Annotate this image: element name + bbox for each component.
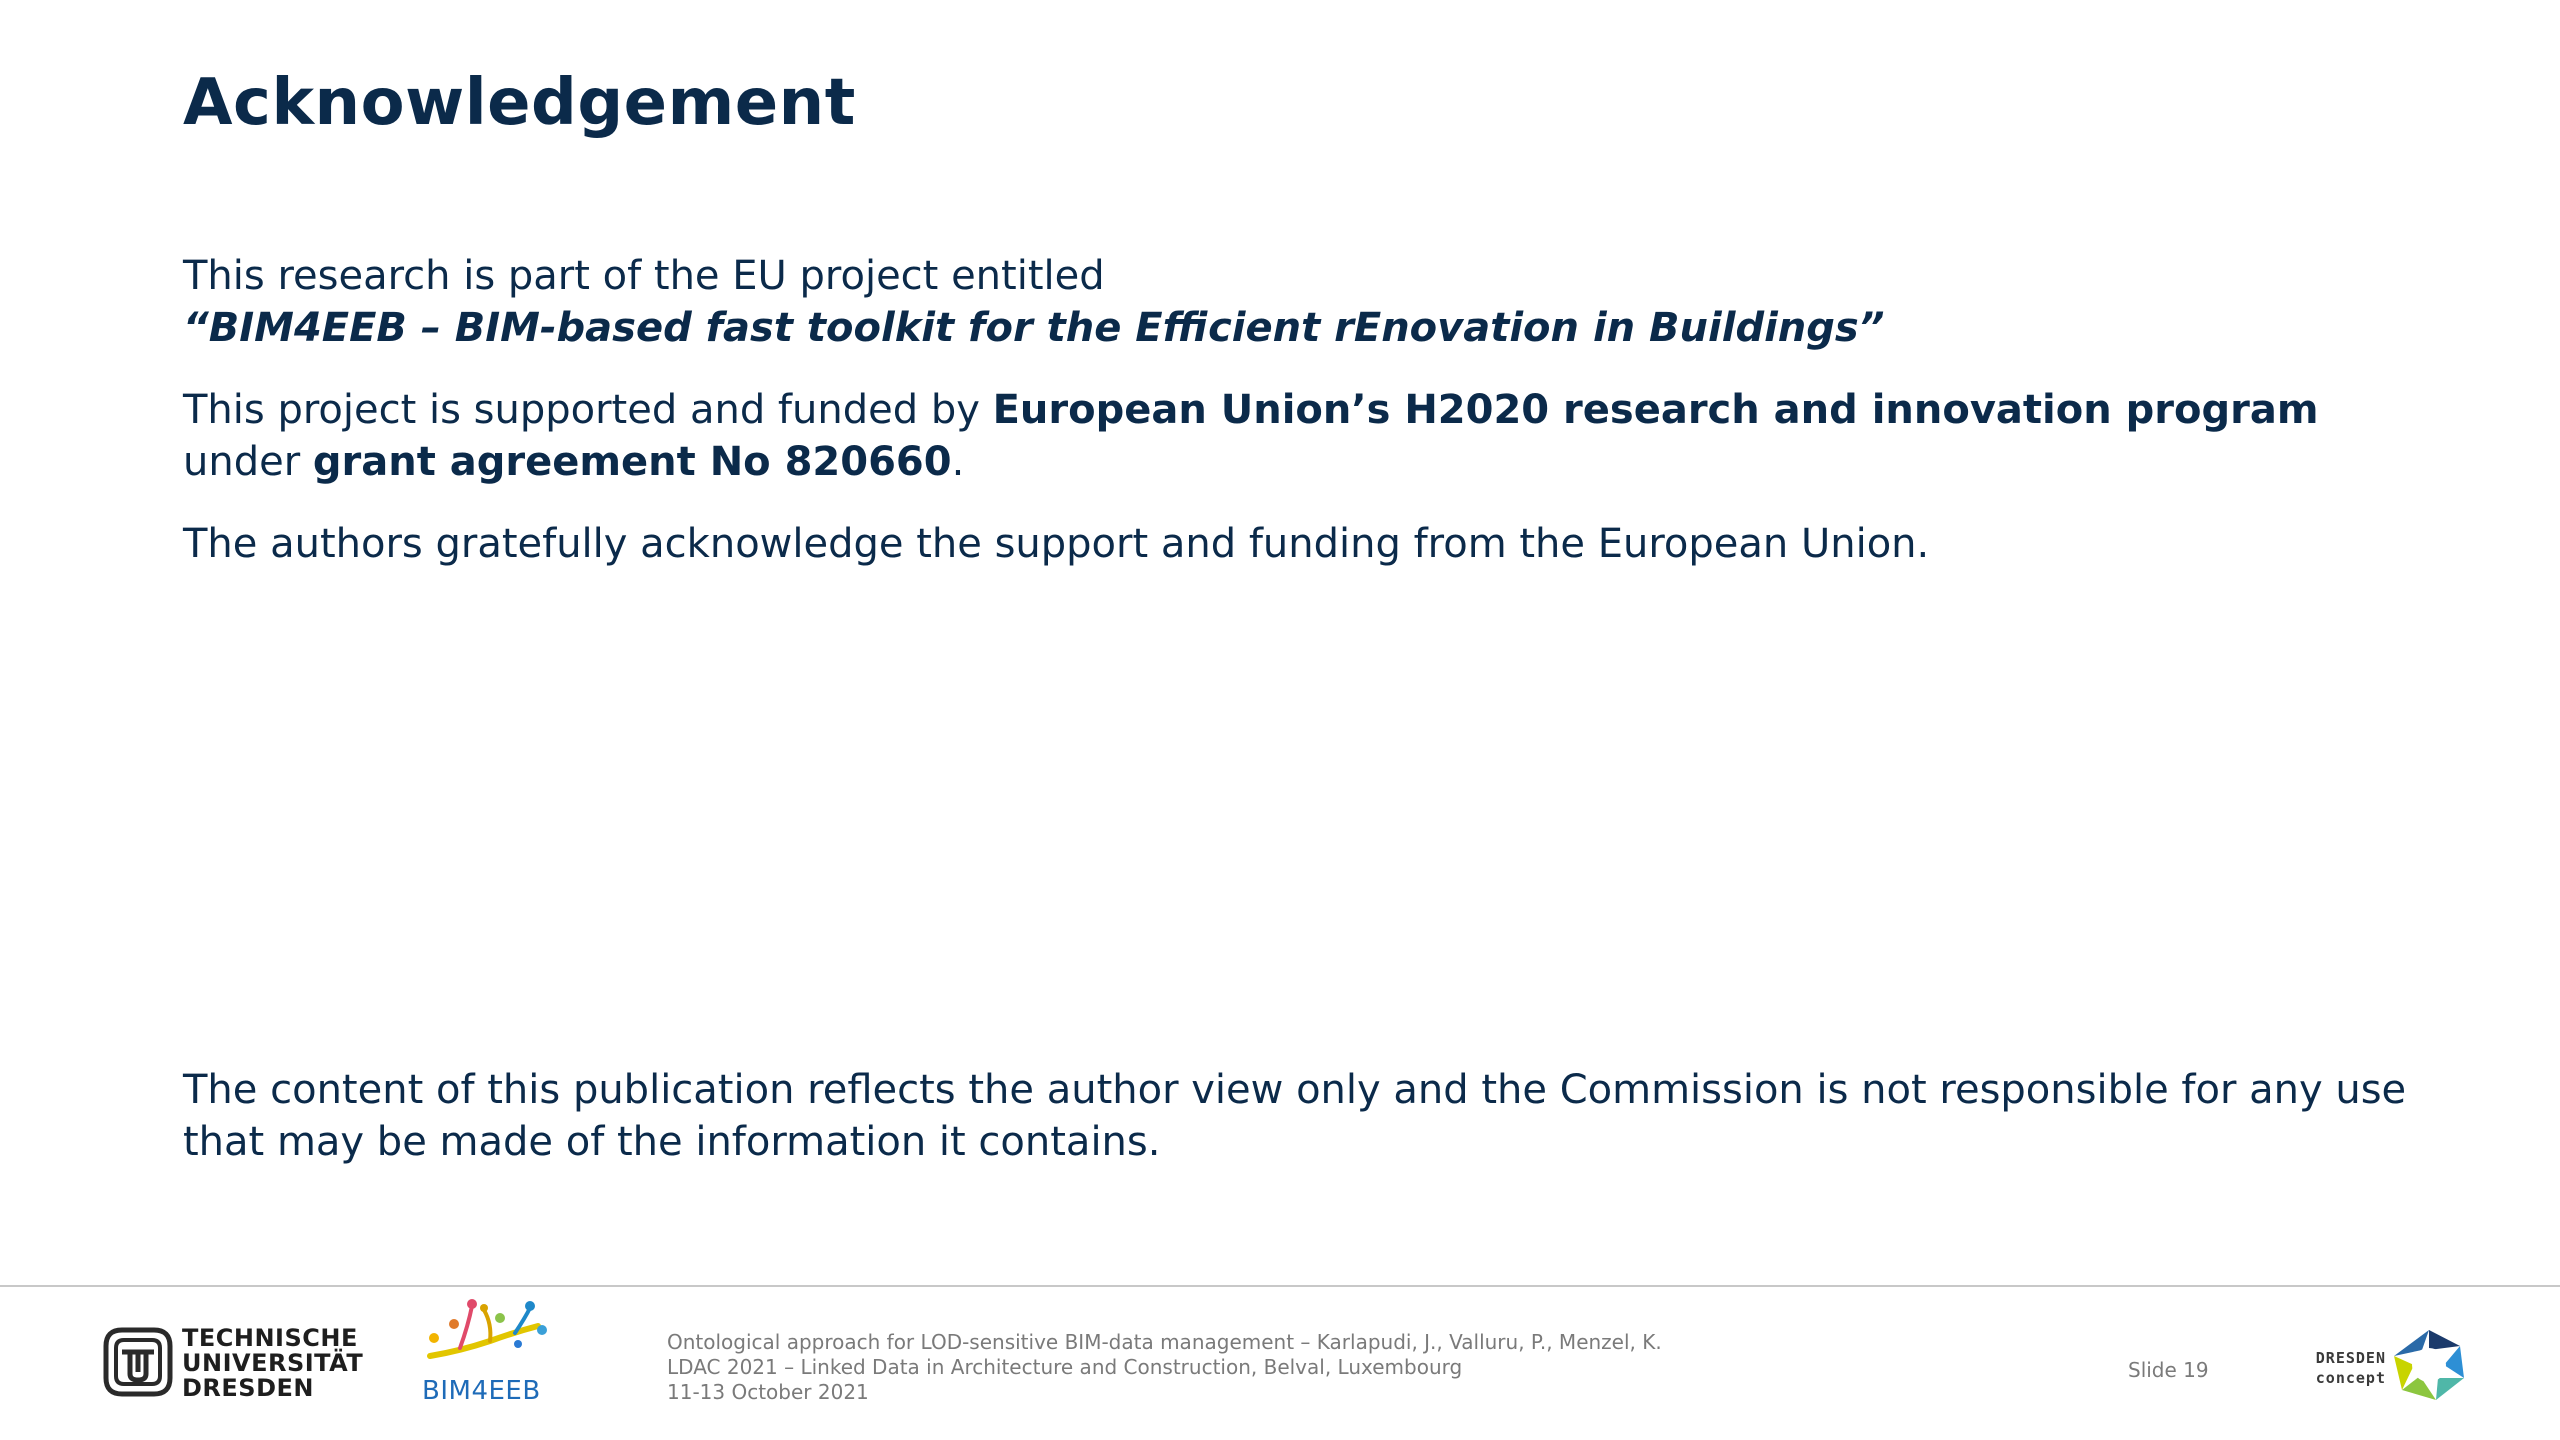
dresden-concept-logo	[2298, 1326, 2468, 1406]
disclaimer-paragraph: The content of this publication reflects the author view only and the Commission is not responsible for any use that may be made of the information it contains.	[183, 1067, 2407, 1165]
footer-line-3: 11-13 October 2021	[667, 1380, 869, 1404]
thanks-paragraph: The authors gratefully acknowledge the support and funding from the European Union.	[183, 521, 1930, 567]
slide-title: Acknowledgement	[183, 66, 856, 140]
project-name: “BIM4EEB – BIM-based fast toolkit for the Efficient rEnovation in Buildings”	[183, 305, 1885, 351]
grant-agreement: grant agreement No 820660	[312, 439, 952, 485]
tud-line-2: UNIVERSITÄT	[182, 1349, 364, 1377]
footer-line-1: Ontological approach for LOD-sensitive BIM-data management – Karlapudi, J., Valluru, P., Menzel, K.	[667, 1330, 1662, 1354]
dresden-line-2: concept	[2315, 1369, 2386, 1387]
dresden-concept-wordmark	[2298, 1348, 2386, 1388]
funding-text-2: under	[183, 439, 313, 485]
tu-dresden-emblem-icon	[102, 1326, 174, 1398]
project-paragraph	[183, 250, 2423, 354]
funding-paragraph	[183, 384, 2423, 488]
funding-text-1: This project is supported and funded by	[183, 387, 993, 433]
dresden-line-1: DRESDEN	[2315, 1349, 2386, 1367]
funding-text-3: .	[951, 439, 965, 485]
bim4eeb-tree-icon	[420, 1296, 560, 1376]
slide-content	[183, 250, 2423, 600]
bim4eeb-logo	[420, 1296, 560, 1408]
slide-number: Slide 19	[2128, 1358, 2209, 1382]
project-intro: This research is part of the EU project entitled	[183, 253, 1105, 299]
footer-line-2: LDAC 2021 – Linked Data in Architecture and Construction, Belval, Luxembourg	[667, 1355, 1463, 1379]
footer-divider	[0, 1285, 2560, 1287]
tud-line-3: DRESDEN	[182, 1374, 314, 1402]
tu-dresden-wordmark	[182, 1326, 363, 1401]
tud-line-1: TECHNISCHE	[182, 1324, 358, 1352]
footer-citation	[667, 1330, 1662, 1405]
bim4eeb-wordmark: BIM4EEB	[422, 1376, 541, 1406]
dresden-ring-icon	[2390, 1326, 2468, 1404]
funding-program: European Union’s H2020 research and innovation program	[992, 387, 2319, 433]
tu-dresden-logo	[102, 1324, 364, 1404]
